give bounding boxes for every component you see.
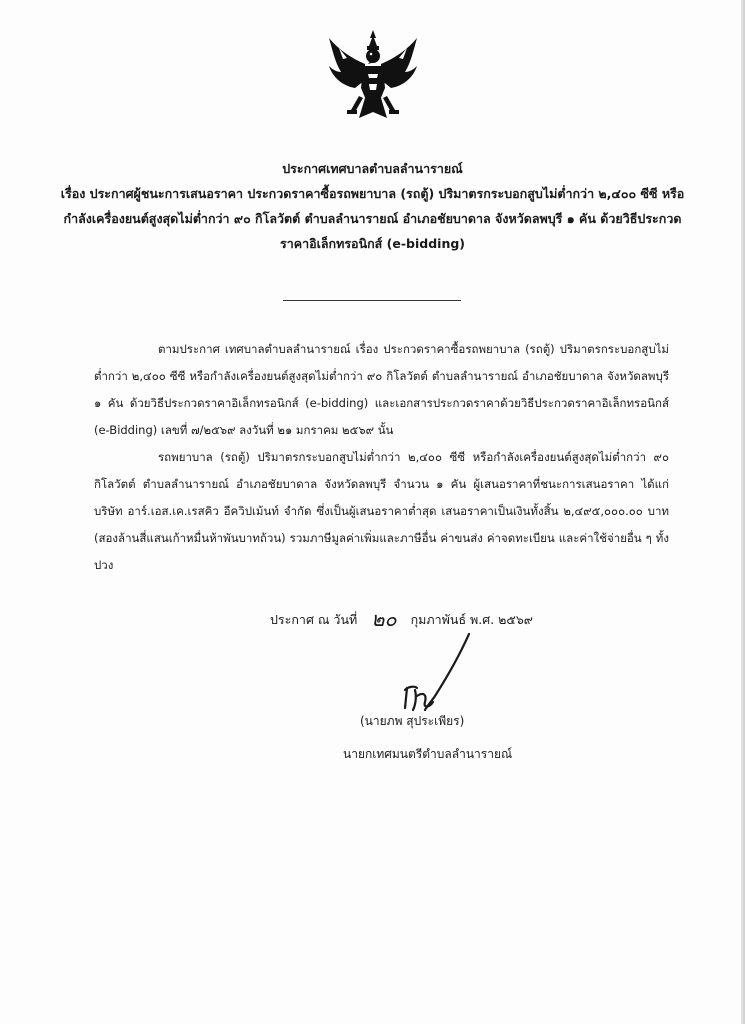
announcement-title: ประกาศเทศบาลตำบลลำนารายณ์	[282, 161, 463, 176]
date-day: ๒๐	[371, 607, 397, 631]
date-prefix: ประกาศ ณ วันที่	[270, 612, 358, 627]
body-paragraph-1: ตามประกาศ เทศบาลตำบลลำนารายณ์ เรื่อง ประกวดราคาซื้อรถพยาบาล (รถตู้) ปริมาตรกระบอกสูบไม่ต่ำกว่า ๒,๔๐๐ ซีซี หรือกำลังเครื่องยนต์สูงสุดไม่ต่ำกว่า ๙๐ กิโลวัตต์ ตำบลลำนารายณ์ อำเภอชัยบาดาล จังหวัดลพบุรี ๑ คัน ด้วยวิธีประกวดราคาอิเล็กทรอนิกส์ (e-bidding) และเอกสารประกวดราคาด้วยวิธีประกวดราคาอิเล็กทรอนิกส์ (e-Bidding) เลขที่ ๗/๒๕๖๙ ลงวันที่ ๒๑ มกราคม ๒๕๖๙ นั้น	[94, 342, 669, 437]
date-suffix: กุมภาพันธ์ พ.ศ. ๒๕๖๙	[410, 612, 533, 627]
handwritten-signature-icon	[395, 628, 495, 720]
heading-divider	[283, 300, 461, 301]
garuda-emblem-icon	[325, 28, 421, 128]
body-paragraph-2: รถพยาบาล (รถตู้) ปริมาตรกระบอกสูบไม่ต่ำกว่า ๒,๔๐๐ ซีซี หรือกำลังเครื่องยนต์สูงสุดไม่ต่ำกว่า ๙๐ กิโลวัตต์ ตำบลลำนารายณ์ อำเภอชัยบาดาล จังหวัดลพบุรี จำนวน ๑ คัน ผู้เสนอราคาที่ชนะการเสนอราคา ได้แก่ บริษัท อาร์.เอส.เค.เรสคิว อีควิปเม้นท์ จำกัด ซึ่งเป็นผู้เสนอราคาต่ำสุด เสนอราคาเป็นเงินทั้งสิ้น ๒,๔๙๕,๐๐๐.๐๐ บาท (สองล้านสี่แสนเก้าหมื่นห้าพันบาทถ้วน) รวมภาษีมูลค่าเพิ่มและภาษีอื่น ค่าขนส่ง ค่าจดทะเบียน และค่าใช้จ่ายอื่น ๆ ทั้งปวง	[94, 450, 669, 572]
signer-name: (นายภพ สุประเพียร)	[360, 714, 465, 728]
announcement-subject: เรื่อง ประกาศผู้ชนะการเสนอราคา ประกวดราคาซื้อรถพยาบาล (รถตู้) ปริมาตรกระบอกสูบไม่ต่ำกว่า ๒,๔๐๐ ซีซี หรือกำลังเครื่องยนต์สูงสุดไม่ต่ำกว่า ๙๐ กิโลวัตต์ ตำบลลำนารายณ์ อำเภอชัยบาดาล จังหวัดลพบุรี ๑ คัน ด้วยวิธีประกวดราคาอิเล็กทรอนิกส์ (e-bidding)	[60, 186, 685, 251]
signer-title: นายกเทศมนตรีตำบลลำนารายณ์	[343, 747, 513, 761]
page-edge-shadow	[741, 0, 745, 1024]
